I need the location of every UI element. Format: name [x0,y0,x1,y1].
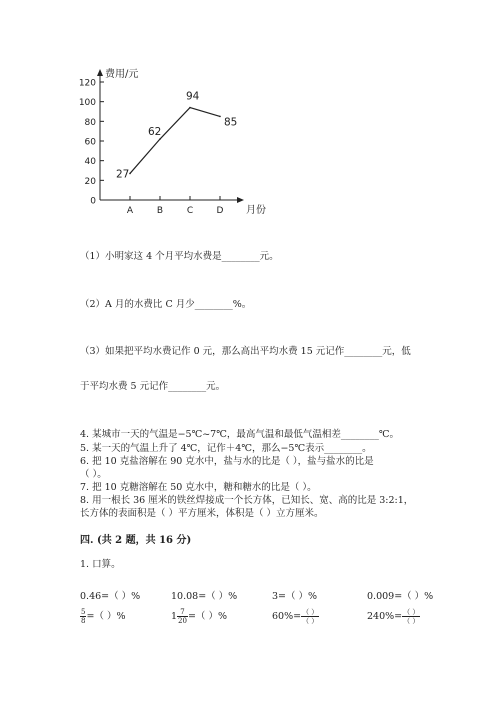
x-tick-label: A [126,206,134,216]
fraction-denominator: 8 [81,617,86,625]
fraction-numerator: 7 [177,608,188,617]
calc-r2c3-prefix: 60%= [272,611,302,622]
calc-r2c4-prefix: 240%= [367,611,403,622]
mixed-number-whole: 1 [171,611,178,622]
question-4: 4. 某城市一天的气温是−5℃~7℃，最高气温和最低气温相差________℃。 [80,429,399,440]
question-1: （1）小明家这 4 个月平均水费是________元。 [80,251,279,262]
calc-r2c2-rest: =（ ）% [187,611,227,622]
y-axis-label: 费用/元 [105,69,139,80]
x-tick-label: B [156,206,164,216]
question-7: 7. 把 10 克糖溶解在 50 克水中，糖和糖水的比是（ ）。 [80,482,317,493]
data-label: 94 [186,90,200,103]
calc-r2c3 [272,608,319,625]
question-6-line-2: （ ）。 [80,469,107,480]
data-point [219,116,221,118]
fraction-numerator: （ ） [302,608,319,616]
series-line [130,108,220,174]
question-6-line-1: 6. 把 10 克盐溶解在 90 克水中，盐与水的比是（ ），盐与盐水的比是 [80,456,374,467]
x-axis-label: 月份 [246,205,266,216]
fraction-denominator: （ ） [302,617,319,625]
y-tick-label: 80 [84,117,96,128]
question-8-line-2: 长方体的表面积是（ ）平方厘米，体积是（ ）立方厘米。 [80,508,324,519]
question-8-line-1: 8. 用一根长 36 厘米的铁丝焊接成一个长方体，已知长、宽、高的比是 3:2:1， [80,495,414,506]
section-4-title: 四. (共 2 题，共 16 分) [80,535,192,546]
data-point [159,138,161,140]
calc-r1c3: 3=（ ）% [272,591,318,602]
calc-r2c2 [171,608,227,625]
fraction-numerator: （ ） [403,608,420,616]
y-axis-arrow [97,69,103,76]
y-tick-label: 120 [78,78,96,89]
fraction-denominator: 20 [178,617,187,625]
calc-r1c1: 0.46=（ ）% [80,591,141,602]
blank-fraction [301,608,319,625]
data-point [129,173,131,175]
question-3-line-2: 于平均水费 5 元记作________元。 [80,381,226,392]
section-4-subquestion-1: 1. 口算。 [80,559,121,570]
x-tick-label: D [216,206,224,216]
water-fee-line-chart [60,55,280,220]
y-tick-label: 40 [84,157,96,168]
data-label: 85 [224,116,238,129]
data-point [189,107,191,109]
question-5: 5. 某一天的气温上升了 4℃，记作＋4℃，那么−5℃表示________。 [80,443,372,454]
data-label: 27 [116,168,130,181]
calc-r1c4: 0.009=（ ）% [367,591,434,602]
calc-r1c2: 10.08=（ ）% [171,591,238,602]
y-tick-label: 100 [78,98,96,109]
y-tick-label: 20 [84,176,96,187]
calc-r2c4 [367,608,420,625]
data-label: 62 [148,126,162,139]
calc-r2c1 [80,608,125,625]
question-3-line-1: （3）如果把平均水费记作 0 元，那么高出平均水费 15 元记作________元，低 [80,346,411,357]
fraction-numerator: 5 [81,608,86,616]
x-axis-arrow [237,197,244,203]
y-tick-label: 60 [84,137,96,148]
fraction-denominator: （ ） [403,617,420,625]
x-tick-label: C [186,206,194,216]
fraction [177,608,188,625]
y-tick-label: 0 [90,196,96,207]
blank-fraction [402,608,420,625]
calc-r2c1-rest: =（ ）% [86,611,126,622]
question-2: （2）A 月的水费比 C 月少________%。 [80,299,252,310]
